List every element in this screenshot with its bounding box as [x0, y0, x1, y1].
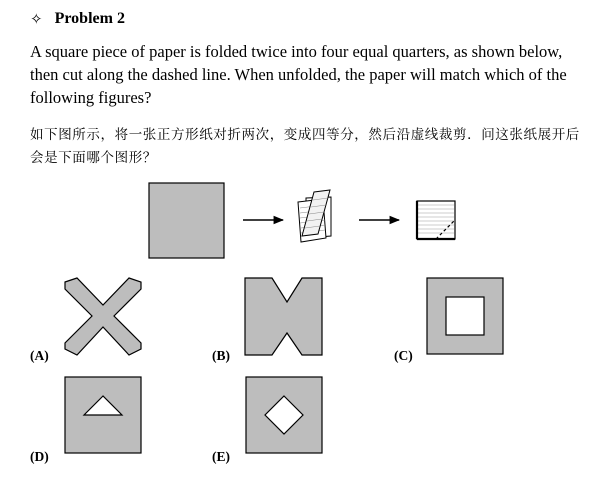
- option-e-label[interactable]: (E): [212, 449, 230, 464]
- problem-text-english: A square piece of paper is folded twice into four equal quarters, as shown below, then cut along the dashed line. When unfolded, the paper will match which of the following figures?: [30, 42, 567, 107]
- unfolded-square-figure: [149, 183, 224, 258]
- folded-quarter-figure: [417, 201, 455, 239]
- four-point-star-icon: ✧: [30, 9, 43, 28]
- problem-title: Problem 2: [54, 10, 125, 27]
- problem-text-chinese: 如下图所示，将一张正方形纸对折两次，变成四等分，然后沿虚线裁剪．问这张纸展开后会是下面哪个图形？: [30, 127, 580, 166]
- option-a-figure: [65, 278, 141, 355]
- option-b-figure: [245, 278, 322, 355]
- option-e-figure: [246, 377, 322, 453]
- option-d-label[interactable]: (D): [30, 449, 49, 464]
- option-c-figure: [427, 278, 503, 354]
- folding-paper-figure: [298, 190, 331, 242]
- option-b-label[interactable]: (B): [212, 348, 230, 363]
- option-d-figure: [65, 377, 141, 453]
- option-a-label[interactable]: (A): [30, 348, 49, 363]
- option-c-label[interactable]: (C): [394, 348, 413, 363]
